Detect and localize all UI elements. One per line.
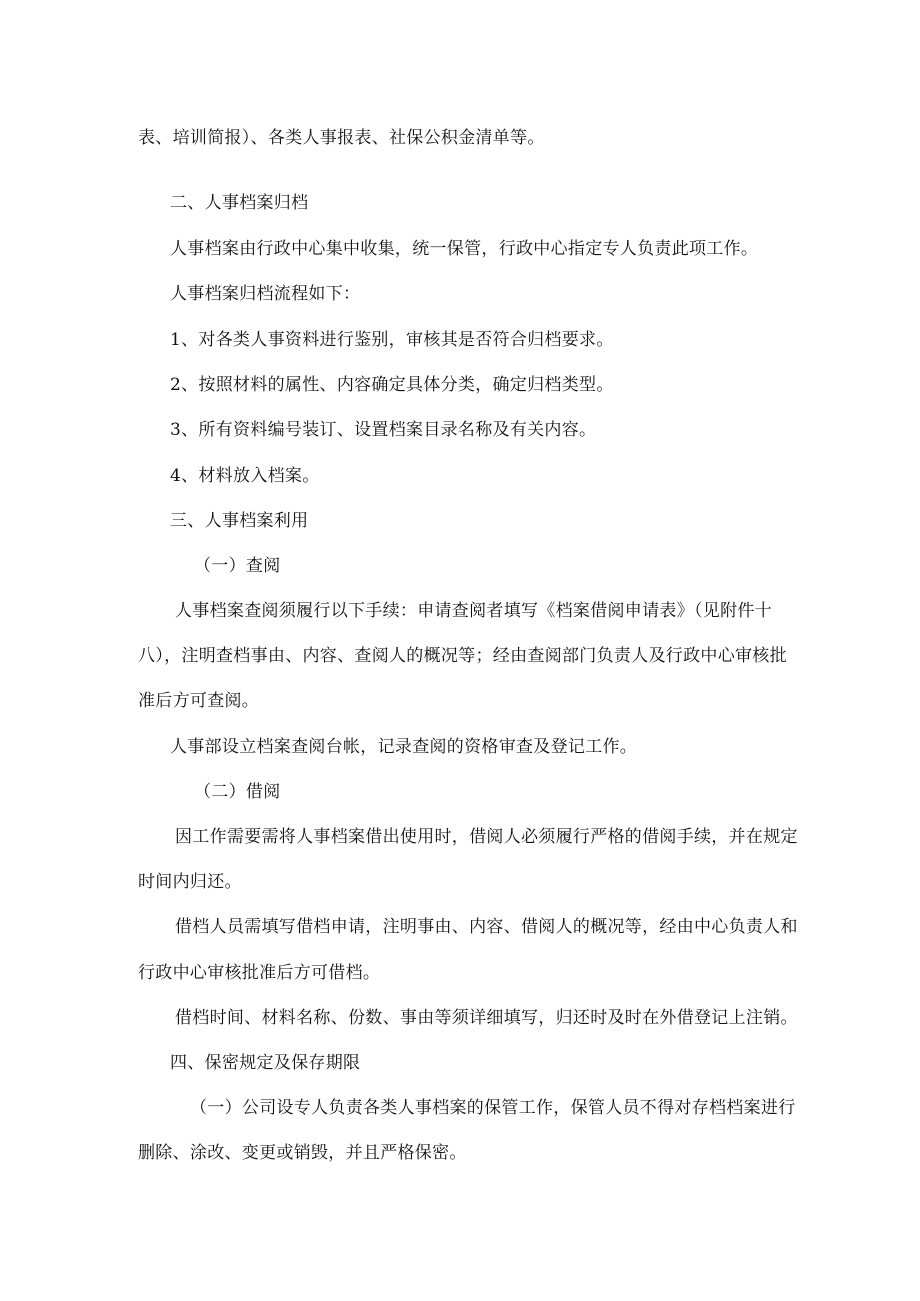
list-item: 2、按照材料的属性、内容确定具体分类，确定归档类型。	[170, 375, 614, 395]
subsection-heading: （一）查阅	[194, 556, 281, 576]
section-heading: 二、人事档案归档	[170, 193, 309, 213]
text-line: （一）公司设专人负责各类人事档案的保管工作，保管人员不得对存档档案进行	[190, 1098, 796, 1118]
section-heading: 三、人事档案利用	[170, 511, 309, 531]
list-item: 3、所有资料编号装订、设置档案目录名称及有关内容。	[170, 420, 597, 440]
section-heading: 四、保密规定及保存期限	[170, 1053, 361, 1073]
text-line: 因工作需要需将人事档案借出使用时，借阅人必须履行严格的借阅手续，并在规定	[175, 827, 798, 847]
text-line: 表、培训简报）、各类人事报表、社保公积金清单等。	[138, 128, 545, 148]
text-line: 八），注明查档事由、内容、查阅人的概况等；经由查阅部门负责人及行政中心审核批	[138, 646, 787, 666]
list-item: 4、材料放入档案。	[170, 466, 320, 486]
text-line: 时间内归还。	[138, 872, 242, 892]
text-line: 准后方可查阅。	[138, 691, 260, 711]
text-line: 行政中心审核批准后方可借档。	[138, 963, 381, 983]
text-line: 删除、涂改、变更或销毁，并且严格保密。	[138, 1143, 467, 1163]
text-line: 人事档案由行政中心集中收集，统一保管，行政中心指定专人负责此项工作。	[170, 239, 759, 259]
text-line: 借档时间、材料名称、份数、事由等须详细填写，归还时及时在外借登记上注销。	[175, 1008, 798, 1028]
list-item: 1、对各类人事资料进行鉴别，审核其是否符合归档要求。	[170, 330, 614, 350]
text-line: 人事档案查阅须履行以下手续：申请查阅者填写《档案借阅申请表》（见附件十	[175, 601, 772, 621]
text-line: 人事部设立档案查阅台帐，记录查阅的资格审查及登记工作。	[170, 737, 638, 757]
subsection-heading: （二）借阅	[194, 782, 281, 802]
text-line: 借档人员需填写借档申请，注明事由、内容、借阅人的概况等，经由中心负责人和	[175, 917, 798, 937]
text-line: 人事档案归档流程如下：	[170, 284, 361, 304]
